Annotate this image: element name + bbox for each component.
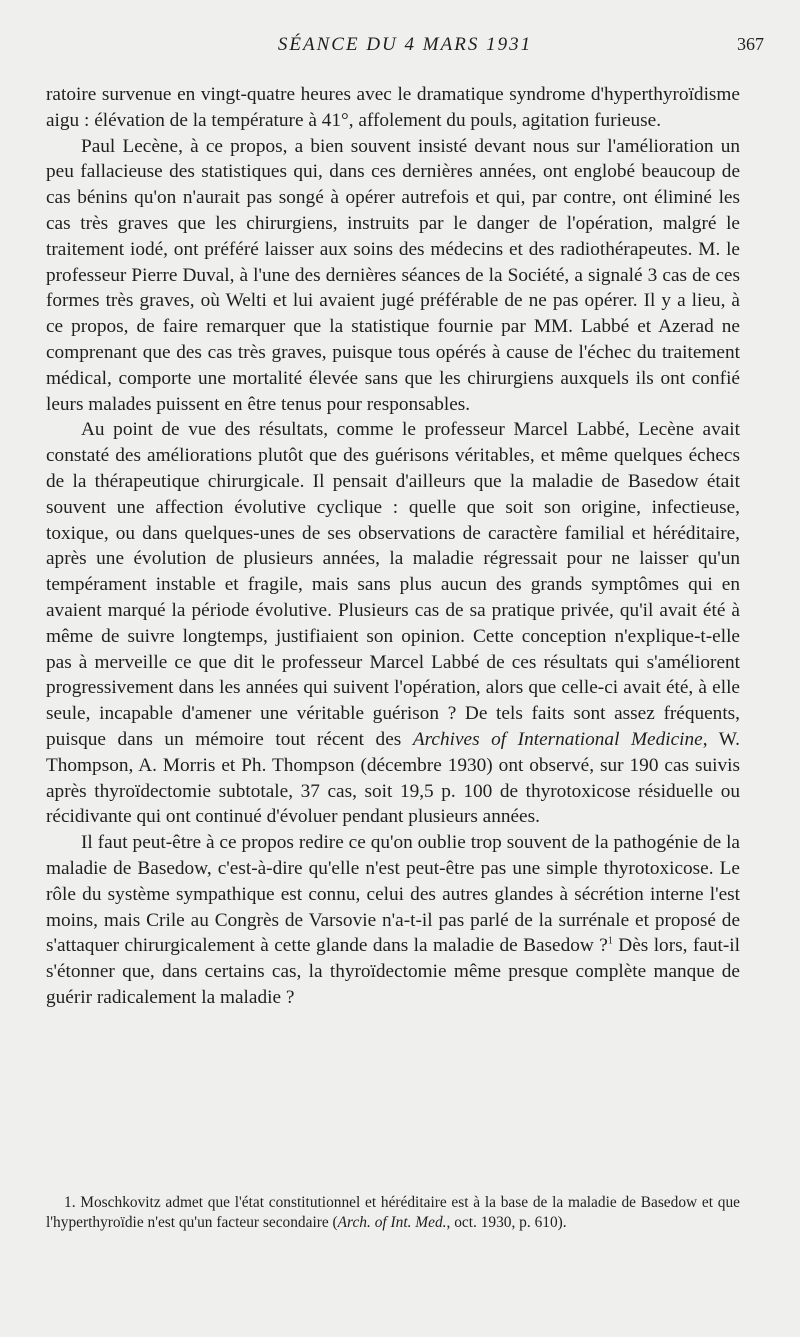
paragraph-1: ratoire survenue en vingt-quatre heures avec le dramatique syndrome d'hyperthyroïdisme aigu : élévation de la température à 41°, affolement du pouls, agitation furieuse.: [46, 84, 740, 131]
footnote-text-a: Moschkovitz admet que l'état constitutionnel et héréditaire est à la base de la maladie de Basedow et que l'hyperthyroïdie n'est qu'un facteur secondaire (: [46, 1194, 740, 1231]
paragraph-4-text: Il faut peut-être à ce propos redire ce qu'on oublie trop souvent de la pathogénie de la maladie de Basedow, c'est-à-dire qu'elle n'est peut-être pas une simple thyrotoxicose. Le rôle du système sympathique est connu, celui des autres glandes à sécrétion interne l'est moins, mais Crile au Congrès de Varsovie n'a-t-il pas parlé de la surrénale et proposé de s'attaquer chirurgicalement à cette glande dans la maladie de Basedow ?: [46, 832, 740, 957]
journal-title: Archives of International Medicine: [412, 728, 703, 750]
footnote: [46, 1193, 740, 1233]
body-text: [46, 82, 740, 1011]
footnote-text-b: , oct. 1930, p. 610).: [446, 1214, 567, 1231]
paragraph-3: [46, 417, 740, 830]
footnote-journal: Arch. of Int. Med.: [337, 1214, 447, 1231]
paragraph-3-text-a: Au point de vue des résultats, comme le professeur Marcel Labbé, Lecène avait constaté des améliorations plutôt que des guérisons véritables, et même quelques échecs de la thérapeutique chirurgicale. Il pensait d'ailleurs que la maladie de Basedow était souvent une affection évolutive cyclique : quelle que soit son origine, infectieuse, toxique, ou dans quelques-unes de ses observations de caractère familial et héréditaire, après une évolution de plusieurs années, la maladie régressait pour ne laisser qu'un tempérament instable et fragile, mais sans plus aucun des grands symptômes qui en avaient marqué la période évolutive. Plusieurs cas de sa pratique privée, qu'il avait été à même de suivre longtemps, justifiaient son opinion. Cette conception n'explique-t-elle pas à merveille ce que dit le professeur Marcel Labbé de ces résultats qui s'améliorent progressivement dans les années qui suivent l'opération, alors que celle-ci avait été, à elle seule, incapable d'amener une véritable guérison ? De tels faits sont assez fréquents, puisque dans un mémoire tout récent des: [46, 419, 740, 750]
page-number: 367: [737, 34, 764, 54]
paragraph-4: [46, 830, 740, 1011]
paragraph-3-text-b: , W. Thompson, A. Morris et Ph. Thompson (décembre 1930) ont observé, sur 190 cas suivis après thyroïdectomie subtotale, 37 cas, soit 19,5 p. 100 de thyrotoxicose résiduelle ou récidivante qui ont continué d'évoluer pendant plusieurs années.: [46, 728, 740, 828]
running-head: [46, 34, 764, 62]
running-title: SÉANCE DU 4 MARS 1931: [277, 34, 533, 55]
footnote-number: 1.: [64, 1194, 76, 1211]
footnote-reference: 1: [607, 935, 613, 947]
paragraph-2: Paul Lecène, à ce propos, a bien souvent insisté devant nous sur l'amélioration un peu fallacieuse des statistiques qui, dans ces dernières années, ont englobé beaucoup de cas bénins qu'on n'aurait pas songé à opérer autrefois et qui, par contre, ont éliminé les cas très graves que les chirurgiens, instruits par le danger de l'opération, malgré le traitement iodé, ont préféré laisser aux soins des médecins et des radiothérapeutes. M. le professeur Pierre Duval, à l'une des dernières séances de la Société, a signalé 3 cas de ces formes très graves, où Welti et lui avaient jugé préférable de ne pas opérer. Il y a lieu, à ce propos, de faire remarquer que la statistique fournie par MM. Labbé et Azerad ne comprenant que des cas très graves, puisque tous opérés à cause de l'échec du traitement médical, comporte une mortalité élevée sans que les chirurgiens auxquels ils ont confié leurs malades puissent en être tenus pour responsables.: [46, 135, 740, 415]
paragraph-4-end: Dès lors, faut-il s'étonner que, dans certains cas, la thyroïdectomie même presque complète manque de guérir radicalement la maladie ?: [46, 935, 740, 1008]
